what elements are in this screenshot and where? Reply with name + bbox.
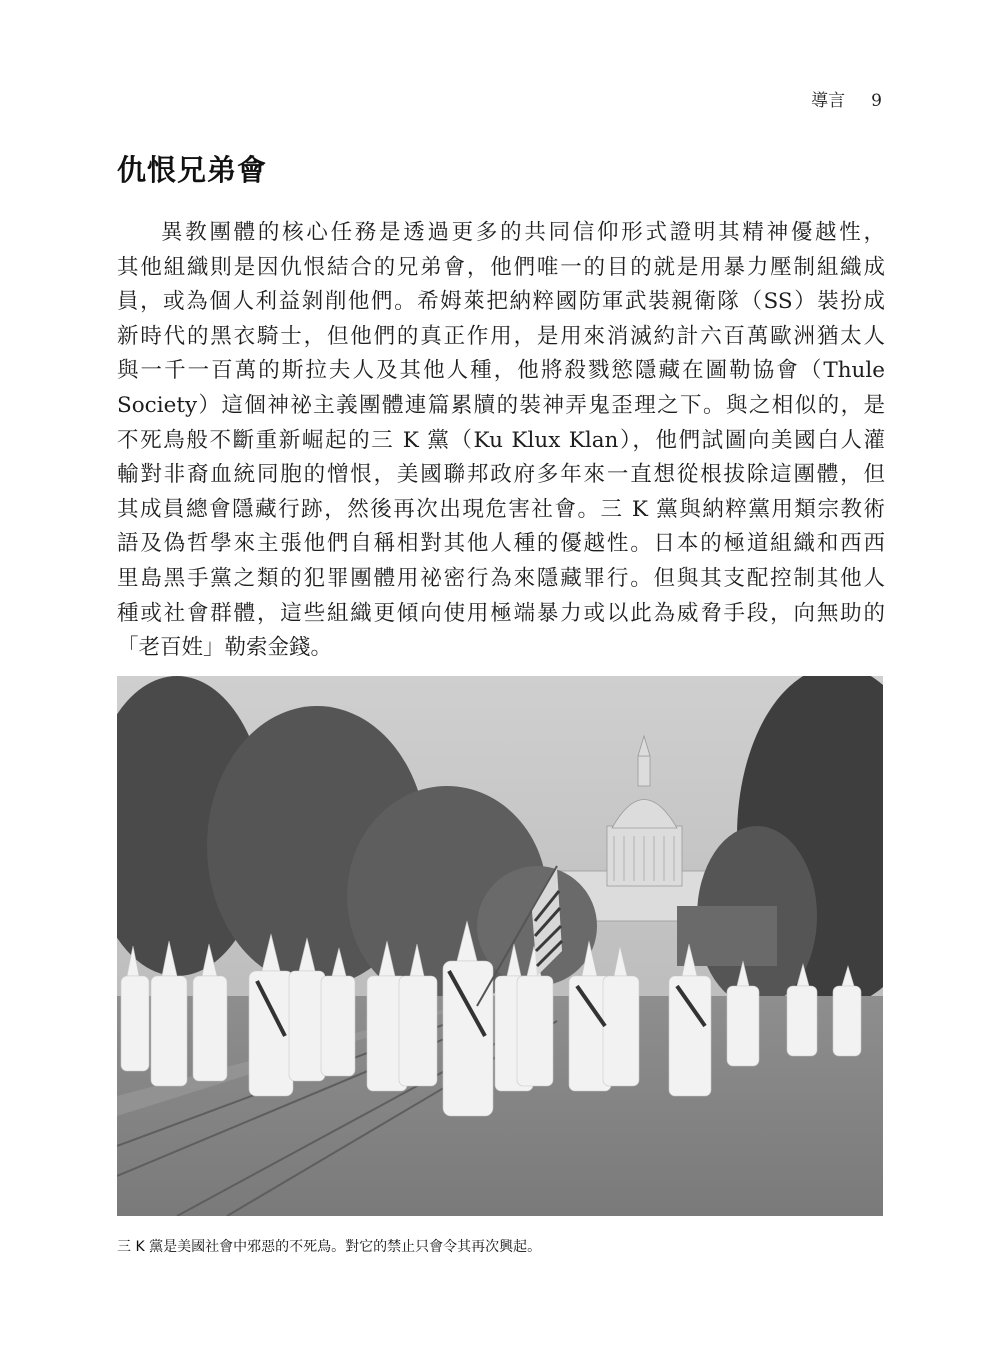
kkk-parade-photo xyxy=(117,676,883,1216)
paragraph-line: 輸對非裔血統同胞的憎恨，美國聯邦政府多年來一直想從根拔除這團體，但 xyxy=(117,462,885,488)
running-title: 導言 xyxy=(811,91,846,111)
page-number: 9 xyxy=(871,91,882,111)
body-paragraph xyxy=(117,216,885,666)
paragraph-line: 其他組織則是因仇恨結合的兄弟會，他們唯一的目的就是用暴力壓制組織成 xyxy=(117,254,885,280)
paragraph-line: 「老百姓」勒索金錢。 xyxy=(117,635,333,661)
paragraph-line: 種或社會群體，這些組織更傾向使用極端暴力或以此為威脅手段，向無助的 xyxy=(117,600,885,626)
section-title: 仇恨兄弟會 xyxy=(117,153,268,187)
paragraph-line: 里島黑手黨之類的犯罪團體用祕密行為來隱藏罪行。但與其支配控制其他人 xyxy=(117,565,885,591)
paragraph-line: 與一千一百萬的斯拉夫人及其他人種，他將殺戮慾隱藏在圖勒協會（Thule xyxy=(117,358,885,384)
paragraph-line: 不死鳥般不斷重新崛起的三 K 黨（Ku Klux Klan），他們試圖向美國白人灌 xyxy=(117,427,885,453)
paragraph-line: 其成員總會隱藏行跡，然後再次出現危害社會。三 K 黨與納粹黨用類宗教術 xyxy=(117,496,885,522)
figure-caption: 三 K 黨是美國社會中邪惡的不死鳥。對它的禁止只會令其再次興起。 xyxy=(117,1239,542,1255)
paragraph-line: Society）這個神祕主義團體連篇累牘的裝神弄鬼歪理之下。與之相似的，是 xyxy=(117,392,885,418)
paragraph-line: 員，或為個人利益剝削他們。希姆萊把納粹國防軍武裝親衛隊（SS）裝扮成 xyxy=(117,289,885,315)
paragraph-line: 語及偽哲學來主張他們自稱相對其他人種的優越性。日本的極道組織和西西 xyxy=(117,531,885,557)
paragraph-line: 新時代的黑衣騎士，但他們的真正作用，是用來消滅約計六百萬歐洲猶太人 xyxy=(117,323,885,349)
paragraph-line: 異教團體的核心任務是透過更多的共同信仰形式證明其精神優越性， xyxy=(161,220,885,245)
running-header xyxy=(811,86,882,111)
photo-illustration xyxy=(117,676,883,1216)
